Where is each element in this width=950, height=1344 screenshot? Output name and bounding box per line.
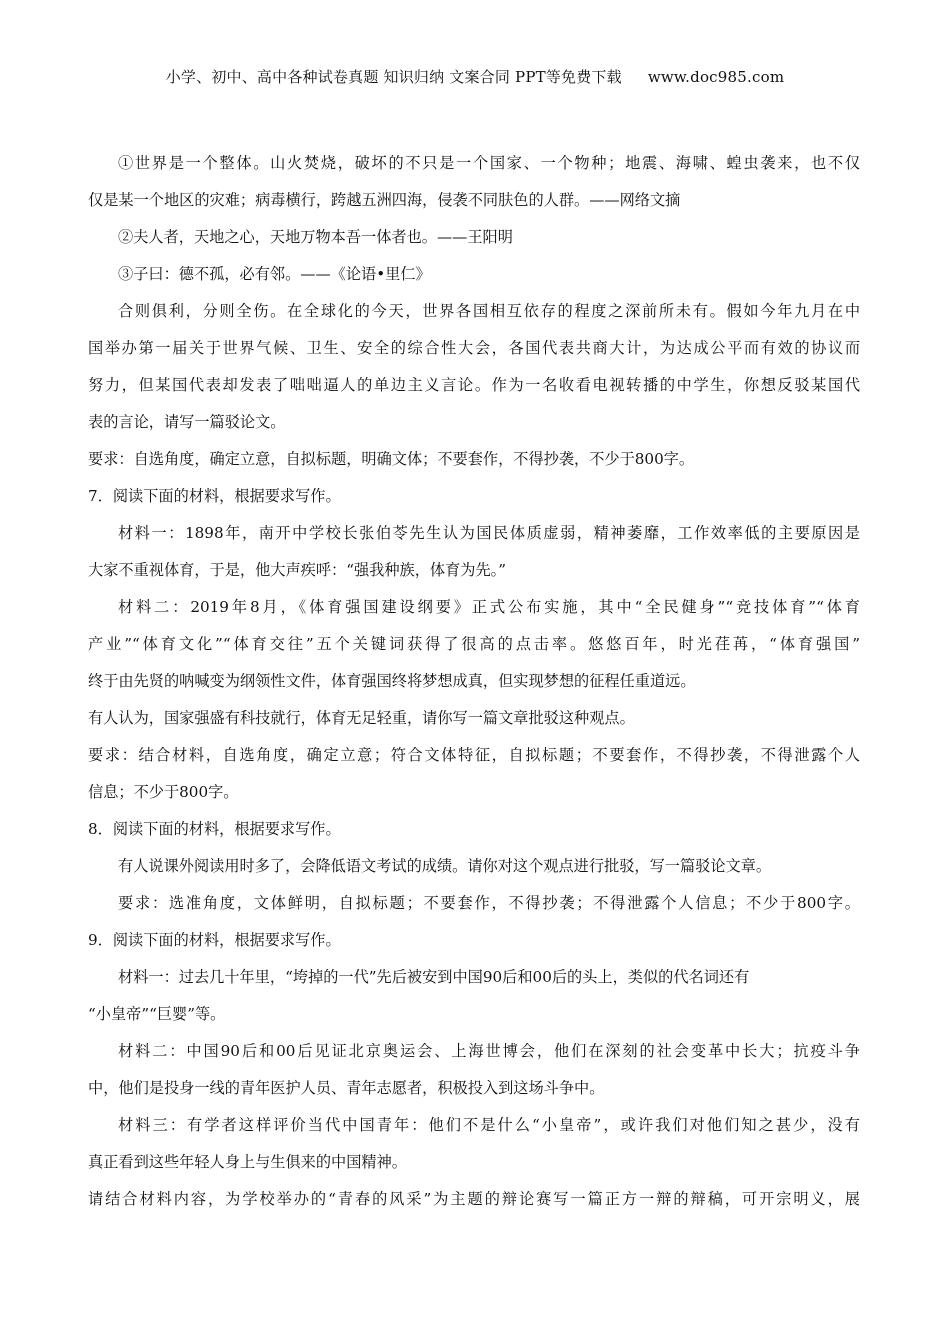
text-line: ③子曰：德不孤，必有邻。——《论语•里仁》 [118, 265, 431, 283]
text-line: 材料三：有学者这样评价当代中国青年：他们不是什么“小皇帝”，或许我们对他们知之甚少，没有 [118, 1116, 860, 1134]
text-line: 有人说课外阅读用时多了，会降低语文考试的成绩。请你对这个观点进行批驳，写一篇驳论文章。 [118, 857, 772, 875]
text-line: ①世界是一个整体。山火焚烧，破坏的不只是一个国家、一个物种；地震、海啸、蝗虫袭来，也不仅 [118, 154, 860, 172]
text-line: 仅是某一个地区的灾难；病毒横行，跨越五洲四海，侵袭不同肤色的人群。——网络文摘 [88, 191, 681, 209]
page-header [0, 66, 950, 87]
text-line: 合则俱利，分则全伤。在全球化的今天，世界各国相互依存的程度之深前所未有。假如今年九月在中 [118, 302, 860, 320]
text-line: 9．阅读下面的材料，根据要求写作。 [88, 931, 341, 949]
text-line: 有人认为，国家强盛有科技就行，体育无足轻重，请你写一篇文章批驳这种观点。 [88, 709, 635, 727]
text-line: 要求：自选角度，确定立意，自拟标题，明确文体；不要套作，不得抄袭，不少于800字。 [88, 450, 695, 468]
text-line: ②夫人者，天地之心，天地万物本吾一体者也。——王阳明 [118, 228, 513, 246]
text-line: 材料二：2019年8月，《体育强国建设纲要》正式公布实施，其中“全民健身”“竞技体育”“体育 [118, 598, 860, 616]
text-line: 材料一：过去几十年里，“垮掉的一代”先后被安到中国90后和00后的头上，类似的代名词还有 [118, 968, 750, 986]
text-line: 请结合材料内容，为学校举办的“青春的风采”为主题的辩论赛写一篇正方一辩的辩稿，可开宗明义，展 [88, 1190, 860, 1208]
document-body [88, 152, 860, 1225]
text-line: 终于由先贤的呐喊变为纲领性文件，体育强国终将梦想成真，但实现梦想的征程任重道远。 [88, 672, 696, 690]
text-line: 8．阅读下面的材料，根据要求写作。 [88, 820, 341, 838]
text-line: “小皇帝”“巨婴”等。 [88, 1005, 226, 1023]
text-line: 要求：结合材料，自选角度，确定立意；符合文体特征，自拟标题；不要套作，不得抄袭，不得泄露个人 [88, 746, 860, 764]
text-line: 努力，但某国代表却发表了咄咄逼人的单边主义言论。作为一名收看电视转播的中学生，你想反驳某国代 [88, 376, 860, 394]
text-line: 材料二：中国90后和00后见证北京奥运会、上海世博会，他们在深刻的社会变革中长大；抗疫斗争 [118, 1042, 860, 1060]
header-text: 小学、初中、高中各种试卷真题 知识归纳 文案合同 PPT等免费下载 [165, 68, 622, 86]
text-line: 表的言论，请写一篇驳论文。 [88, 413, 286, 431]
text-line: 大家不重视体育，于是，他大声疾呼：“强我种族，体育为先。” [88, 561, 506, 579]
text-line: 真正看到这些年轻人身上与生俱来的中国精神。 [88, 1153, 407, 1171]
text-line: 国举办第一届关于世界气候、卫生、安全的综合性大会，各国代表共商大计，为达成公平而有效的协议而 [88, 339, 860, 357]
text-line: 信息；不少于800字。 [88, 783, 239, 801]
text-line: 要求：选准角度，文体鲜明，自拟标题；不要套作，不得抄袭；不得泄露个人信息；不少于800字。 [118, 894, 860, 912]
text-line: 中，他们是投身一线的青年医护人员、青年志愿者，积极投入到这场斗争中。 [88, 1079, 605, 1097]
text-line: 产业”“体育文化”“体育交往”五个关键词获得了很高的点击率。悠悠百年，时光荏苒，“体育强国” [88, 635, 860, 653]
text-line: 7．阅读下面的材料，根据要求写作。 [88, 487, 341, 505]
header-site-link[interactable]: www.doc985.com [647, 68, 785, 86]
text-line: 材料一：1898年，南开中学校长张伯苓先生认为国民体质虚弱，精神萎靡，工作效率低的主要原因是 [118, 524, 860, 542]
